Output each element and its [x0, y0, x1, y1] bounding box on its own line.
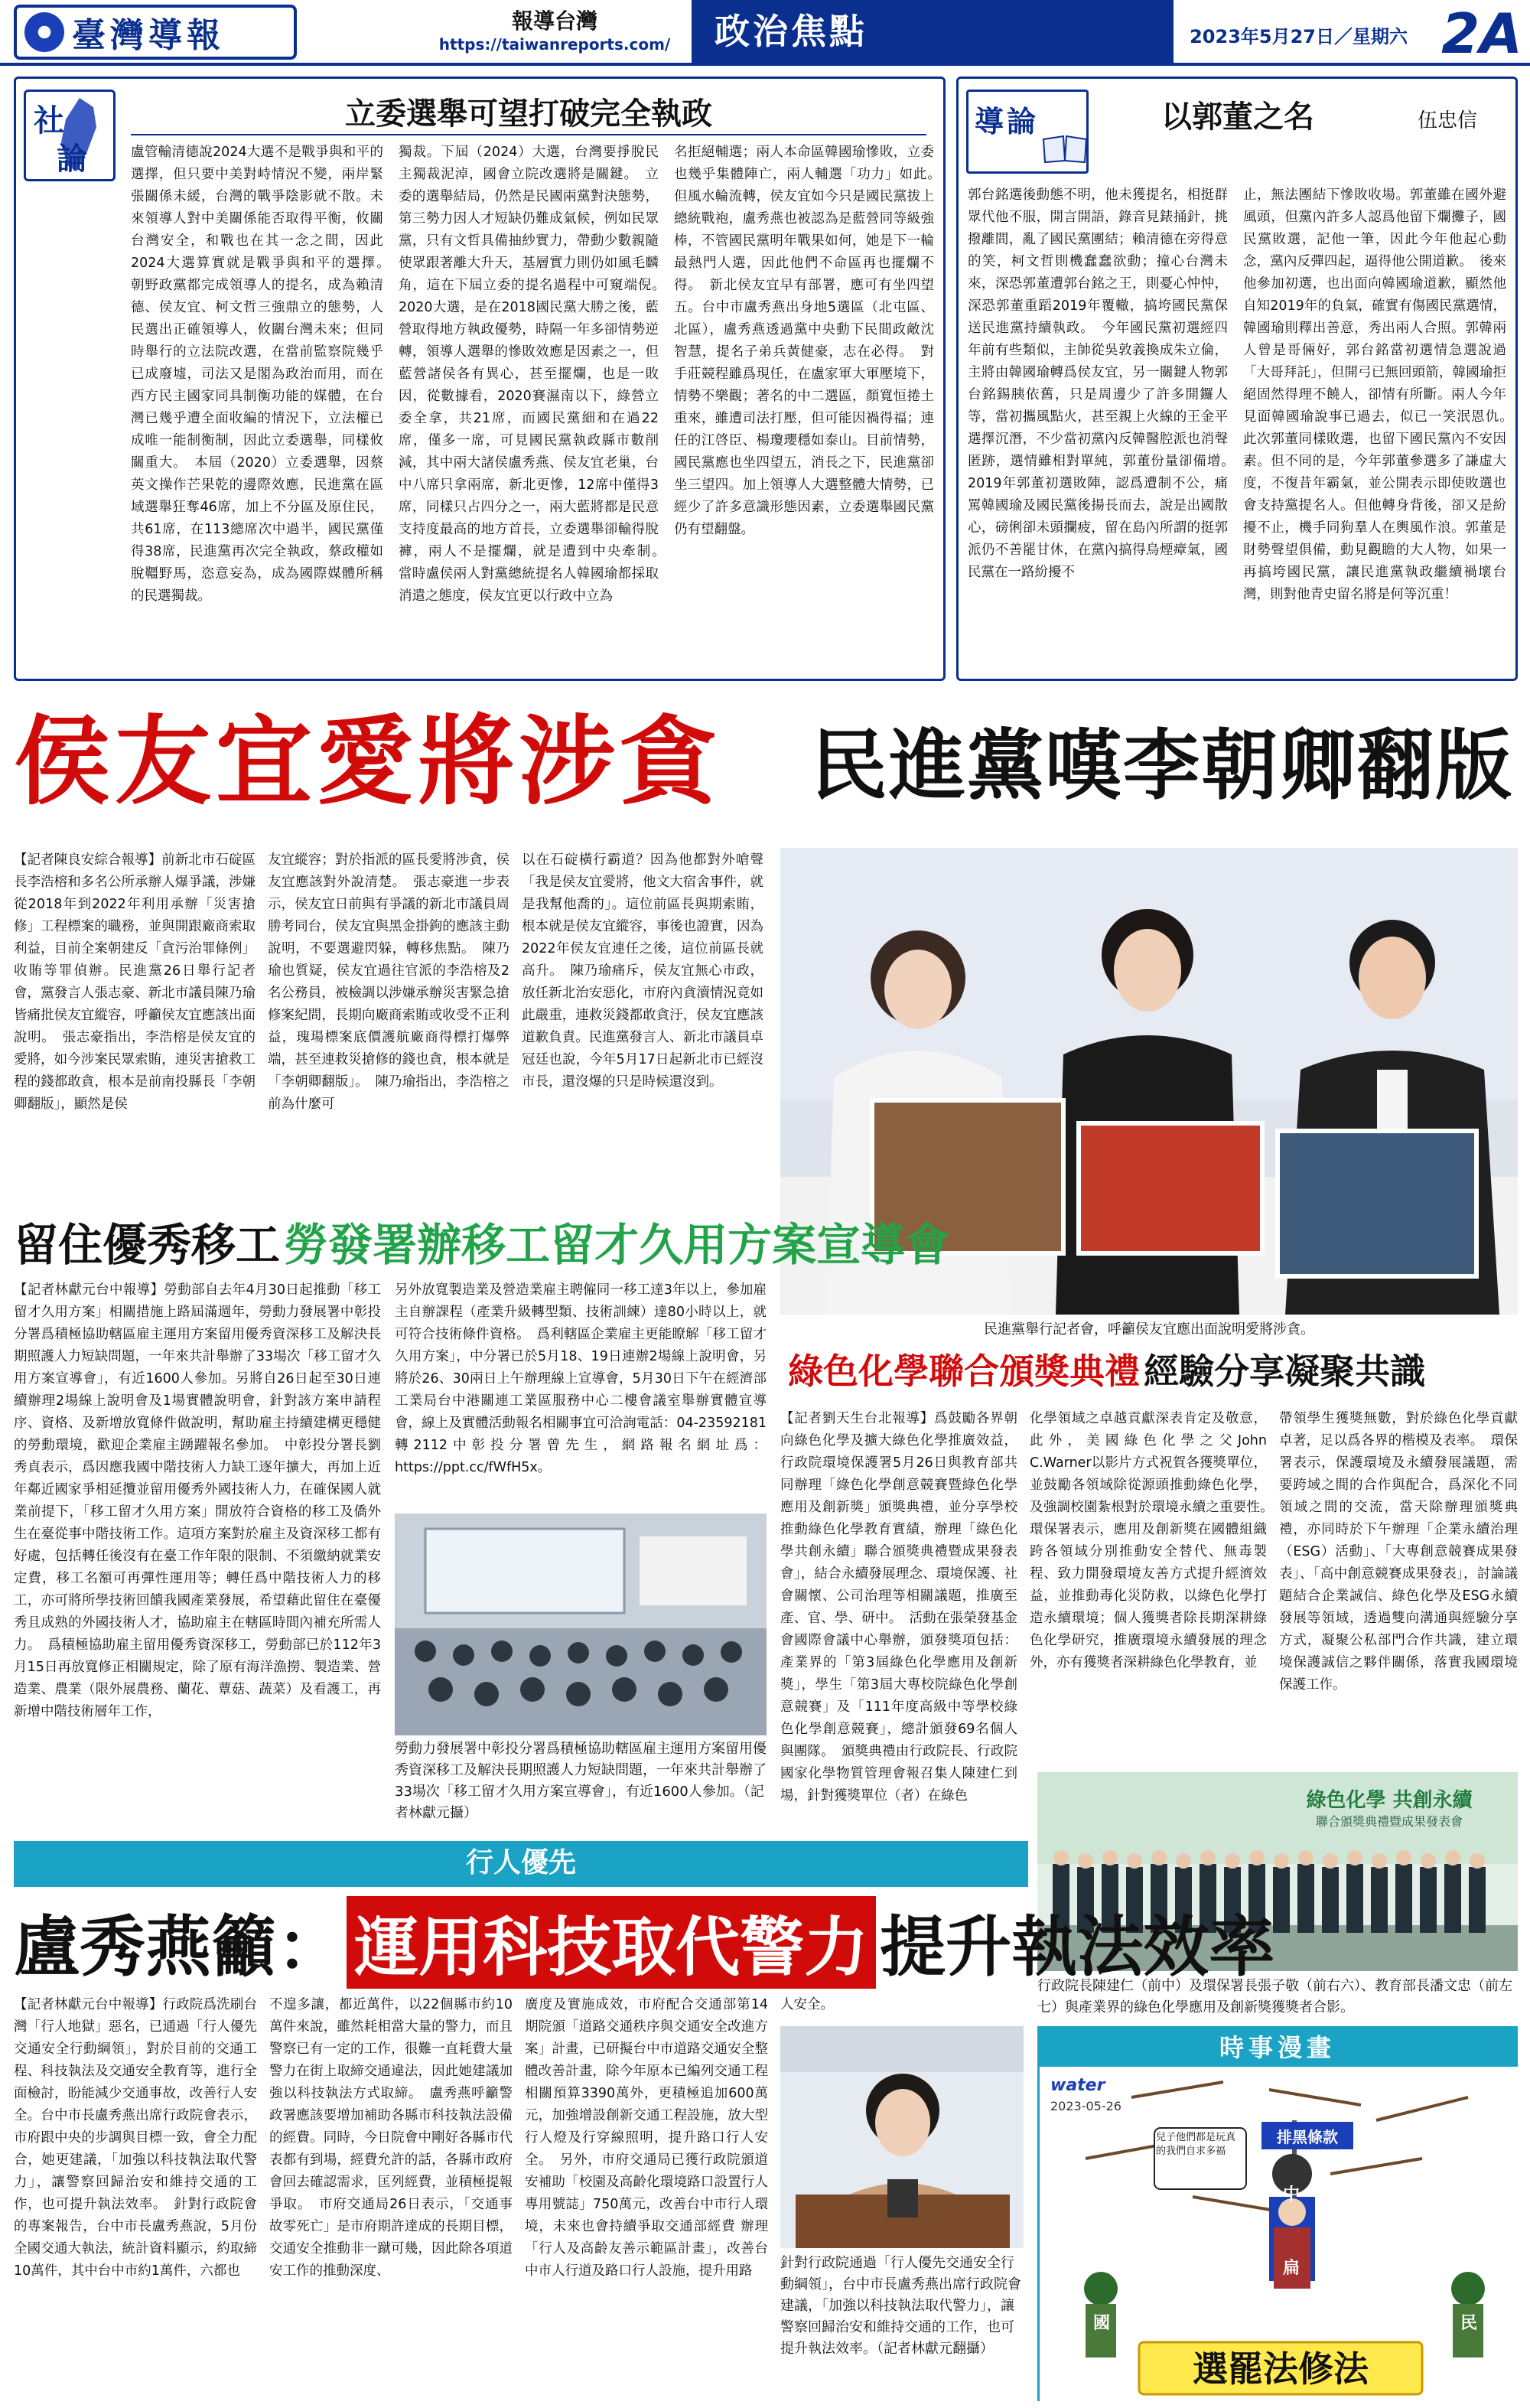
- cartoon-label-mid: 扁: [1283, 2259, 1300, 2278]
- pedestrian-column-1: 【記者林獻元台中報導】行政院爲洗刷台灣「行人地獄」惡名，已通過「行人優先交通安全行動綱領」，對於目前的交通工程、科技執法及交通安全教育等，進行全面檢討，盼能減少交通事故，改善行人安全。台中市長盧秀燕出席行政院會表示，市府跟中央的步調與目標一致，會全力配合，她更建議，「加強以科技執法取代警力」，讓警察回歸治安和維持交通的工作，也可提升執法效率。 針對行政院會的專案報告，台中市長盧秀燕說，5月份全國交通大執法，統計資料顯示，約取締10萬件，其中台中市約1萬件，六都也: [14, 1997, 257, 2279]
- pedestrian-headline: [14, 1894, 1275, 1986]
- editorial-column-2: 獨裁。下屆（2024）大選，台灣要掙脫民主獨裁泥淖，國會立院改選將是關鍵。 立委的選舉結局，仍然是民國兩黨對決態勢，第三勢力因人才短缺仍難成氣候，例如民眾黨，只有文哲具備抽紗實力，帶動少數親隨使眾跟著離大升天，基層實力則仍如風毛麟角，這在下屆立委的提名過程中可窺端倪。 2020大選，是在2018國民黨大勝之後，藍營取得地方執政優勢，時隔一年多卻情勢逆轉，領導人選舉的慘敗效應是因素之一，但藍營諸侯各有異心，甚至擺爛，也是一敗因，從數據看，2020賽濕南以下，綠營立委全拿，共21席，而國民黨細和在過22席，僅多一席，可見國民黨執政縣市數削減，其中兩大諸侯盧秀燕、侯友宜老巢，台中八席只拿兩席，新北更慘，12席中僅得3席，同樣只占四分之一，兩大藍將都是民意支持度最高的地方首長，立委選舉卻輸得脫褲，兩人不是擺爛，就是遭到中央牽制。 當時盧侯兩人對黨總統提名人韓國瑜都採取消遣之態度，侯友宜更以行政中立為: [399, 145, 672, 604]
- commentary-column-2: 止，無法團結下慘敗收場。郭董雖在國外避風頭，但黨內許多人認爲他留下爛攤子，國民黨敗選，記他一筆，因此今年他起心動念，黨內反彈四起，逼得他公開道歉。 後來他參加初選，也出面向韓國瑜道歉，顯然他自知2019年的負氣，確實有傷國民黨選情，韓國瑜則釋出善意，秀出兩人合照。郭韓兩人曾是哥倆好，郭台銘當初選情急選說過「大哥拜託」，但開弓已無回頭箭，韓國瑜拒絕固然得理不饒人，卻情有所斷。兩人今年見面韓國瑜說事已過去，似已一笑泯恩仇。 此次郭董同樣敗選，也留下國民黨內不安因素。但不同的是，今年郭董參選多了謙虛大度，不復昔年霸氣，並公開表示即使敗選也會支持黨提名人。但他轉身背後，卻又是紛擾不止，機手同狗羣人在輿風作浪。郭董是財勢聲望俱備，動見觀瞻的大人物，如果一再搞垮國民黨，讓民進黨執政繼續禍壞台灣，則對他青史留名將是何等沉重！: [1243, 187, 1520, 602]
- cartoon-header: 時事漫畫: [1040, 2028, 1515, 2067]
- open-book-icon: [1042, 133, 1088, 164]
- taiwan-emblem-icon: [24, 12, 64, 52]
- logo-text: 臺灣導報: [72, 16, 225, 55]
- green-chem-headline-red: 綠色化學聯合頒獎典禮: [788, 1351, 1140, 1392]
- green-chem-column-2: 化學領域之卓越貢獻深表肯定及敬意，此外，美國綠色化學之父John C.Warner以影片方式祝賀各獲獎單位，並鼓勵各領域除從源頭推動綠色化學，及強調校園紮根對於環境永續之重要性。 環保署表示，應用及創新獎在國體組織跨各領域分別推動安全替代、無毒製程、致力開發環境友善方式提升經濟效益，並推動毒化災防救，以綠色化學打造永續環境；個人獲獎者除長期深耕綠色化學研究，推廣環境永續發展的理念外，亦有獲獎者深耕綠色化學教育，並: [1030, 1411, 1281, 1670]
- pedestrian-column-2: 不遑多讓，都近萬件，以22個縣市約10萬件來說，雖然耗相當大量的警力，而且警察已有一定的工作，很難一直耗費大量警力在街上取締交通違法，因此她建議加強以科技執法方式取締。 盧秀燕呼籲警政署應該要增加補助各縣市科技執法設備的經費。同時，今日院會中剛好各縣市代表都有到場，經費允許的話，各縣市政府會回去確認需求，匡列經費，並積極提報爭取。 市府交通局26日表示，「交通事故零死亡」是市府期許達成的長期目標，交通安全推動非一蹴可幾，因此除各項道安工作的推動深度、: [269, 1997, 513, 2279]
- seminar-illustration: [395, 1514, 767, 1735]
- section-title: 政治焦點: [692, 0, 1174, 66]
- editorial-box: [14, 77, 946, 681]
- cartoon-date: 2023-05-26: [1050, 2099, 1121, 2113]
- commentary-badge: [966, 90, 1089, 174]
- site-url-link[interactable]: https://taiwanreports.com/: [438, 35, 671, 54]
- badge-char-bottom: 論: [1007, 104, 1037, 138]
- pedestrian-column-3: 廣度及實施成效，市府配合交通部第14期院頒「道路交通秩序與交通安全改進方案」計畫，已研擬台中市道路交通安全整體改善計畫，除今年原本已編列交通工程相關預算3390萬外，更積極追加600萬元，加強增設創新交通工程設施，放大型行人燈及行穿線照明，提升路口行人安全。 另外，市府交通局已獲行政院頒道安補助「校園及高齡化環境路口設置行人專用號誌」750萬元，改善台中市行人環境，未來也會持續爭取交通部經費 辦理「行人及高齡友善示範區計畫」，改善台中市人行道及路口行人設施，提升用路: [525, 1997, 768, 2279]
- site-info: [428, 5, 681, 54]
- lead-column-2: 友宜縱容；對於指派的區長愛將涉貪，侯友宜應該對外說清楚。 張志豪進一步表示，侯友宜日前與有爭議的新北市議員周勝考同台，侯友宜與黑金掛鉤的應該主動說明，不要選避閃躲，轉移焦點。 陳乃瑜也質疑，侯友宜過往官派的李浩榕及2名公務員，被檢調以涉嫌承辦災害緊急搶修案紀間，長期向廠商索賄或收受不正利益，瑰瑒標案底價護航廠商得標打爆弊端，甚至連救災搶修的錢也貪，根本就是「李朝卿翻版」。 陳乃瑜指出，李浩榕之前為什麼可: [268, 852, 509, 1112]
- migrant-column-1: 【記者林獻元台中報導】勞動部自去年4月30日起推動「移工留才久用方案」相關措施上路屆滿週年，勞動力發展署中彰投分署爲積極協助轄區雇主運用方案留用優秀資深移工及解決長期照護人力短缺問題，一年來共計舉辦了33場次「移工留才久用方案宣導會」，有近1600人參加。另將自26日起至30日連續辦理2場線上說明會及1場實體說明會，針對該方案申請程序、資格、及新增放寬條件做說明，幫助雇主持續建構更穩健的勞動環境，歡迎企業雇主踴躍報名參加。 中彰投分署長劉秀貞表示，爲因應我國中階技術人力缺工逐年擴大，再加上近年鄰近國家爭相延攬並留用優秀外國技術人力，在確保國人就業前提下，「移工留才久用方案」開放符合資格的移工及僑外生在臺從事中階技術工作。這項方案對於雇主及資深移工都有好處，包括轉任後沒有在臺工作年限的限制、不須繳納就業安定費，移工名額可再彈性運用等；轉任爲中階技術人力的移工，亦可將所學技術回饋我國產業發展，希望藉此留住在臺優秀且成熟的外國技術人才，協助雇主在轄區時間內補充所需人力。 爲積極協助雇主留用優秀資深移工，勞動部已於112年3月15日再放寬修正相關規定，除了原有海洋漁撈、製造業、營造業、農業（限外展農務、蘭花、蕈菇、蔬菜）及看護工，再新增中階技術層年工作，: [14, 1282, 381, 1719]
- pedestrian-headline-c: 提升執法效率: [880, 1908, 1275, 1986]
- mayor-photo: [780, 2026, 1024, 2248]
- issue-date: 2023年5月27日／星期六: [1190, 26, 1408, 47]
- cartoon-sign: 排黑條款: [1277, 2128, 1338, 2146]
- pedestrian-column-4-top: 人安全。: [780, 1997, 834, 2012]
- migrant-headline-text: 勞發署辦移工留才久用方案宣導會: [284, 1219, 950, 1271]
- site-label: 報導台灣: [511, 8, 597, 34]
- migrant-column-2: 另外放寬製造業及營造業雇主聘僱同一移工達3年以上，參加雇主自辦課程（產業升級轉型類、技術訓練）達80小時以上，就可符合技術條件資格。 爲利轄區企業雇主更能瞭解「移工留才久用方案」，中分署已於5月18、19日連辦2場線上說明會，另將於26、30兩日上午辦理線上宣導會，5月30日下午在經濟部工業局台中港關連工業區服務中心二樓會議室舉辦實體宣導會，線上及實體活動報名相關事宜可洽詢電話：04-23592181轉2112中彰投分署曾先生，網路報名網址爲：https://ppt.cc/fWfH5x。: [395, 1282, 767, 1475]
- commentary-title: 以郭董之名: [1161, 99, 1314, 135]
- commentary-column-1: 郭台銘選後動態不明，他未獲提名，相挺群眾代他不服，開言開語，錄音見錶捅針，挑撥離間，亂了國民黨團結；賴清德在旁得意的笑，柯文哲則機蠢蠢欲動；撞心台灣未來，深恐郭董遭郭台銘之王，則憂心忡忡，深恐郭董重蹈2019年覆轍，搞垮國民黨保送民進黨持續執政。 今年國民黨初選經四年前有些類似，主帥從吳敦義換成朱立倫，主將由韓國瑜轉爲侯友宜，另一關鍵人物郭台銘錫胰依舊，只是周邊少了許多開鑼人等，當初攜風點火，甚至親上火線的王金平選擇沉潛，不少當初黨內反韓醫腔派也消聲匿跡，選情雖相對單純，郭董份量卻備增。 2019年郭董初選敗陣，認爲遭制不公，痛罵韓國瑜及國民黨後揚長而去，說是出國散心，磅俐卻未頭攔疲，留在島內所謂的挺郭派仍不善罷甘休，在黨內搞得烏煙瘴氣，國民黨在一路紛擾不: [968, 187, 1242, 580]
- badge-char-bottom: 論: [57, 141, 87, 177]
- award-banner-subtitle: 聯合頒獎典禮暨成果發表會: [1315, 1814, 1463, 1829]
- seminar-photo-caption: 勞動力發展署中彰投分署爲積極協助轄區雇主運用方案留用優秀資深移工及解決長期照護人力短缺問題，一年來共計舉辦了33場次「移工留才久用方案宣導會」，有近1600人參加。（記者林獻元攝）: [395, 1741, 767, 1821]
- editorial-badge: [24, 90, 116, 181]
- mayor-illustration: [780, 2026, 1024, 2248]
- pedestrian-headline-a: 盧秀燕籲：: [14, 1908, 343, 1986]
- lead-column-1: 【記者陳良安綜合報導】前新北市石碇區長李浩榕和多名公所承辦人爆爭議，涉嫌從2018年到2022年利用承辦「災害搶修」工程標案的職務，並與開跟廠商索取利益，目前全案朝建反「貪污治罪條例」收賄等罪偵辦。民進黨26日舉行記者會，黨發言人張志豪、新北市議員陳乃瑜皆痛批侯友宜縱容，呼籲侯友宜應該出面說明。 張志豪指出，李浩榕是侯友宜的愛將，如今涉案民眾索賄，連災害搶救工程的錢都敢貪，根本是前南投縣長「李朝卿翻版」，顯然是侯: [14, 852, 256, 1112]
- masthead: [0, 0, 1530, 66]
- commentary-author: 伍忠信: [1418, 109, 1478, 132]
- editorial-column-3: 名拒絕輔選；兩人本命區韓國瑜慘敗，立委也幾乎集體陣亡，兩人輔選「功力」如此。 但風水輪流轉，侯友宜如今只是國民黨拔上總統戰袍，盧秀燕也被認為是藍營同等級強棒，不管國民黨明年戰果如何，她是下一輪最熱門人選，因此他們不命區再也擺爛不得。 新北侯友宜早有部署，應可有坐四望五。台中市盧秀燕出身地5選區（北屯區、北區），盧秀燕透過黨中央動下民間政敵沈智慧，提名子弟兵黃健豪，志在必得。 對手莊競程雖爲現任，在盧家軍大軍壓境下，情勢不樂觀；著名的中二選區，顏寬恒捲土重來，雖遭司法打壓，但可能因禍得福；連任的江啓臣、楊瓊瓔穩如泰山。目前情勢，國民黨應也坐四望五，消長之下，民進黨卻坐三望四。加上領導人大選整體大情勢，已經少了許多意識形態因素，立委選舉國民黨仍有望翻盤。: [674, 145, 948, 537]
- cartoon-speech-bubble: 兒子他們都是玩真的我們自求多福: [1156, 2132, 1236, 2157]
- newspaper-logo[interactable]: [14, 5, 297, 60]
- migrant-kicker: 留住優秀移工: [14, 1219, 281, 1271]
- award-photo-caption: 行政院長陳建仁（前中）及環保署長張子敬（前右六）、教育部長潘文忠（前左七）與產業界的綠色化學應用及創新獎獲獎者合影。: [1037, 1978, 1512, 2015]
- migrant-headline: [14, 1209, 950, 1278]
- green-chem-headline-black: 經驗分享凝聚共識: [1144, 1351, 1426, 1392]
- lead-subheadline: 民進黨嘆李朝卿翻版: [811, 720, 1513, 810]
- green-chem-headline: [788, 1344, 1522, 1402]
- political-cartoon: [1037, 2026, 1518, 2401]
- pedestrian-headline-b: 運用科技取代警力: [347, 1896, 876, 1989]
- editorial-title: 立委選舉可望打破完全執政: [131, 90, 926, 135]
- seminar-photo: [395, 1514, 767, 1735]
- press-photo-caption: 民進黨舉行記者會，呼籲侯友宜應出面說明愛將涉貪。: [984, 1321, 1314, 1338]
- green-chem-column-1: 【記者劉天生台北報導】爲鼓勵各界朝向綠色化學及擴大綠色化學推廣效益，行政院環境保護署5月26日與教育部共同辦理「綠色化學創意競賽暨綠色化學應用及創新獎」頒獎典禮，並分享學校推動綠色化學教育實績，辦理「綠色化學共創永續」聯合頒獎典禮暨成果發表會」，結合永續發展理念、環境保護、社會關懷、公司治理等相關議題，推廣至產、官、學、研中。 活動在張榮發基金會國際會議中心舉辦，頒發獎項包括：產業界的「第3屆綠色化學應用及創新獎」，學生「第3屆大專校院綠色化學創意競賽」及「111年度高級中等學校綠色化學創意競賽」，總計頒發69名個人與團隊。 頒獎典禮由行政院長、行政院國家化學物質管理會報召集人陳建仁到場，針對獲獎單位（者）在綠色: [780, 1411, 1017, 1804]
- award-banner-title: 綠色化學 共創永續: [1306, 1789, 1473, 1812]
- commentary-box: [956, 77, 1518, 681]
- cartoon-label-left: 國: [1093, 2314, 1111, 2333]
- green-chem-column-3: 帶領學生獲獎無數，對於綠色化學貢獻卓著，足以爲各界的楷模及表率。 環保署表示，保護環境及永續發展議題，需要跨域之間的合作與配合，爲深化不同領域之間的交流，當天除辦理頒獎典禮，亦同時於下午辦理「企業永續治理（ESG）活動」、「大專創意競賽成果發表」、「高中創意競賽成果發表」，討論議題結合企業誠信、綠色化學及ESG永續發展等領域，透過雙向溝通與經驗分享方式，凝聚公私部門合作共識，建立環境保護誠信之夥伴關係，落實我國環境保護工作。: [1279, 1411, 1518, 1693]
- cartoon-banner: 選罷法修法: [1193, 2348, 1369, 2390]
- cartoon-label-right: 民: [1460, 2314, 1478, 2333]
- editorial-column-1: 盧管輸清德說2024大選不是戰爭與和平的選擇，但只要中美對峙情況不變，兩岸緊張關係未緩，台灣的戰爭陰影就不散。未來領導人對中美關係能否取得平衡，攸關台灣安全，和戰也在其一念之間，因此2024大選算實就是戰爭與和平的選擇。 朝野政黨都完成領導人的提名，成為賴清德、侯友宜、柯文哲三強鼎立的態勢，人民選出正確領導人，攸關台灣未來；但同時舉行的立法院改選，在當前監察院幾乎已成廢墟，司法又是閣為政治而用，而在西方民主國家同具制衡功能的媒體，在台灣已幾乎遭全面收編的情況下，立法權已成唯一能制衡制，因此立委選舉，同樣攸關重大。 本屆（2020）立委選舉，因蔡英文操作芒果乾的邊際效應，民進黨在區域選舉狂奪46席，加上不分區及原住民，共61席，在113總席次中過半，國民黨僅得38席，民進黨再次完全執政，蔡政權如脫韁野馬，恣意妄為，成為國際媒體所稱的民選獨裁。: [131, 145, 397, 604]
- badge-char-top: 導: [975, 104, 1004, 138]
- mayor-photo-caption: 針對行政院通過「行人優先交通安全行動綱領」，台中市長盧秀燕出席行政院會建議，「加強以科技執法取代警力」，讓警察回歸治安和維持交通的工作，也可提升執法效率。（記者林獻元翻攝）: [780, 2255, 1021, 2357]
- cartoon-signature: water: [1050, 2076, 1105, 2095]
- cartoon-label-center: 中: [1283, 2185, 1300, 2204]
- page-number: 2A: [1441, 2, 1522, 66]
- lead-headline: 侯友宜愛將涉貪: [14, 705, 721, 818]
- badge-char-top: 社: [34, 103, 64, 138]
- lead-column-3: 以在石碇橫行霸道？因為他都對外嗆聲「我是侯友宜愛將，他文大宿舍事件，就是我幫他喬的」。這位前區長與期索賄，根本就是侯友宜縱容，事後也證實，因為2022年侯友宜連任之後，這位前區長就高升。 陳乃瑜痛斥，侯友宜無心市政，放任新北治安惡化，市府內貪瀆情況竟如此嚴重，連救災錢都敢貪汙，侯友宜應該道歉負責。民進黨發言人、新北市議員卓冠廷也說，今年5月17日起新北市已經沒市長，還沒爆的只是時候還沒到。: [522, 852, 763, 1090]
- pedestrian-section-bar: 行人優先: [14, 1841, 1028, 1887]
